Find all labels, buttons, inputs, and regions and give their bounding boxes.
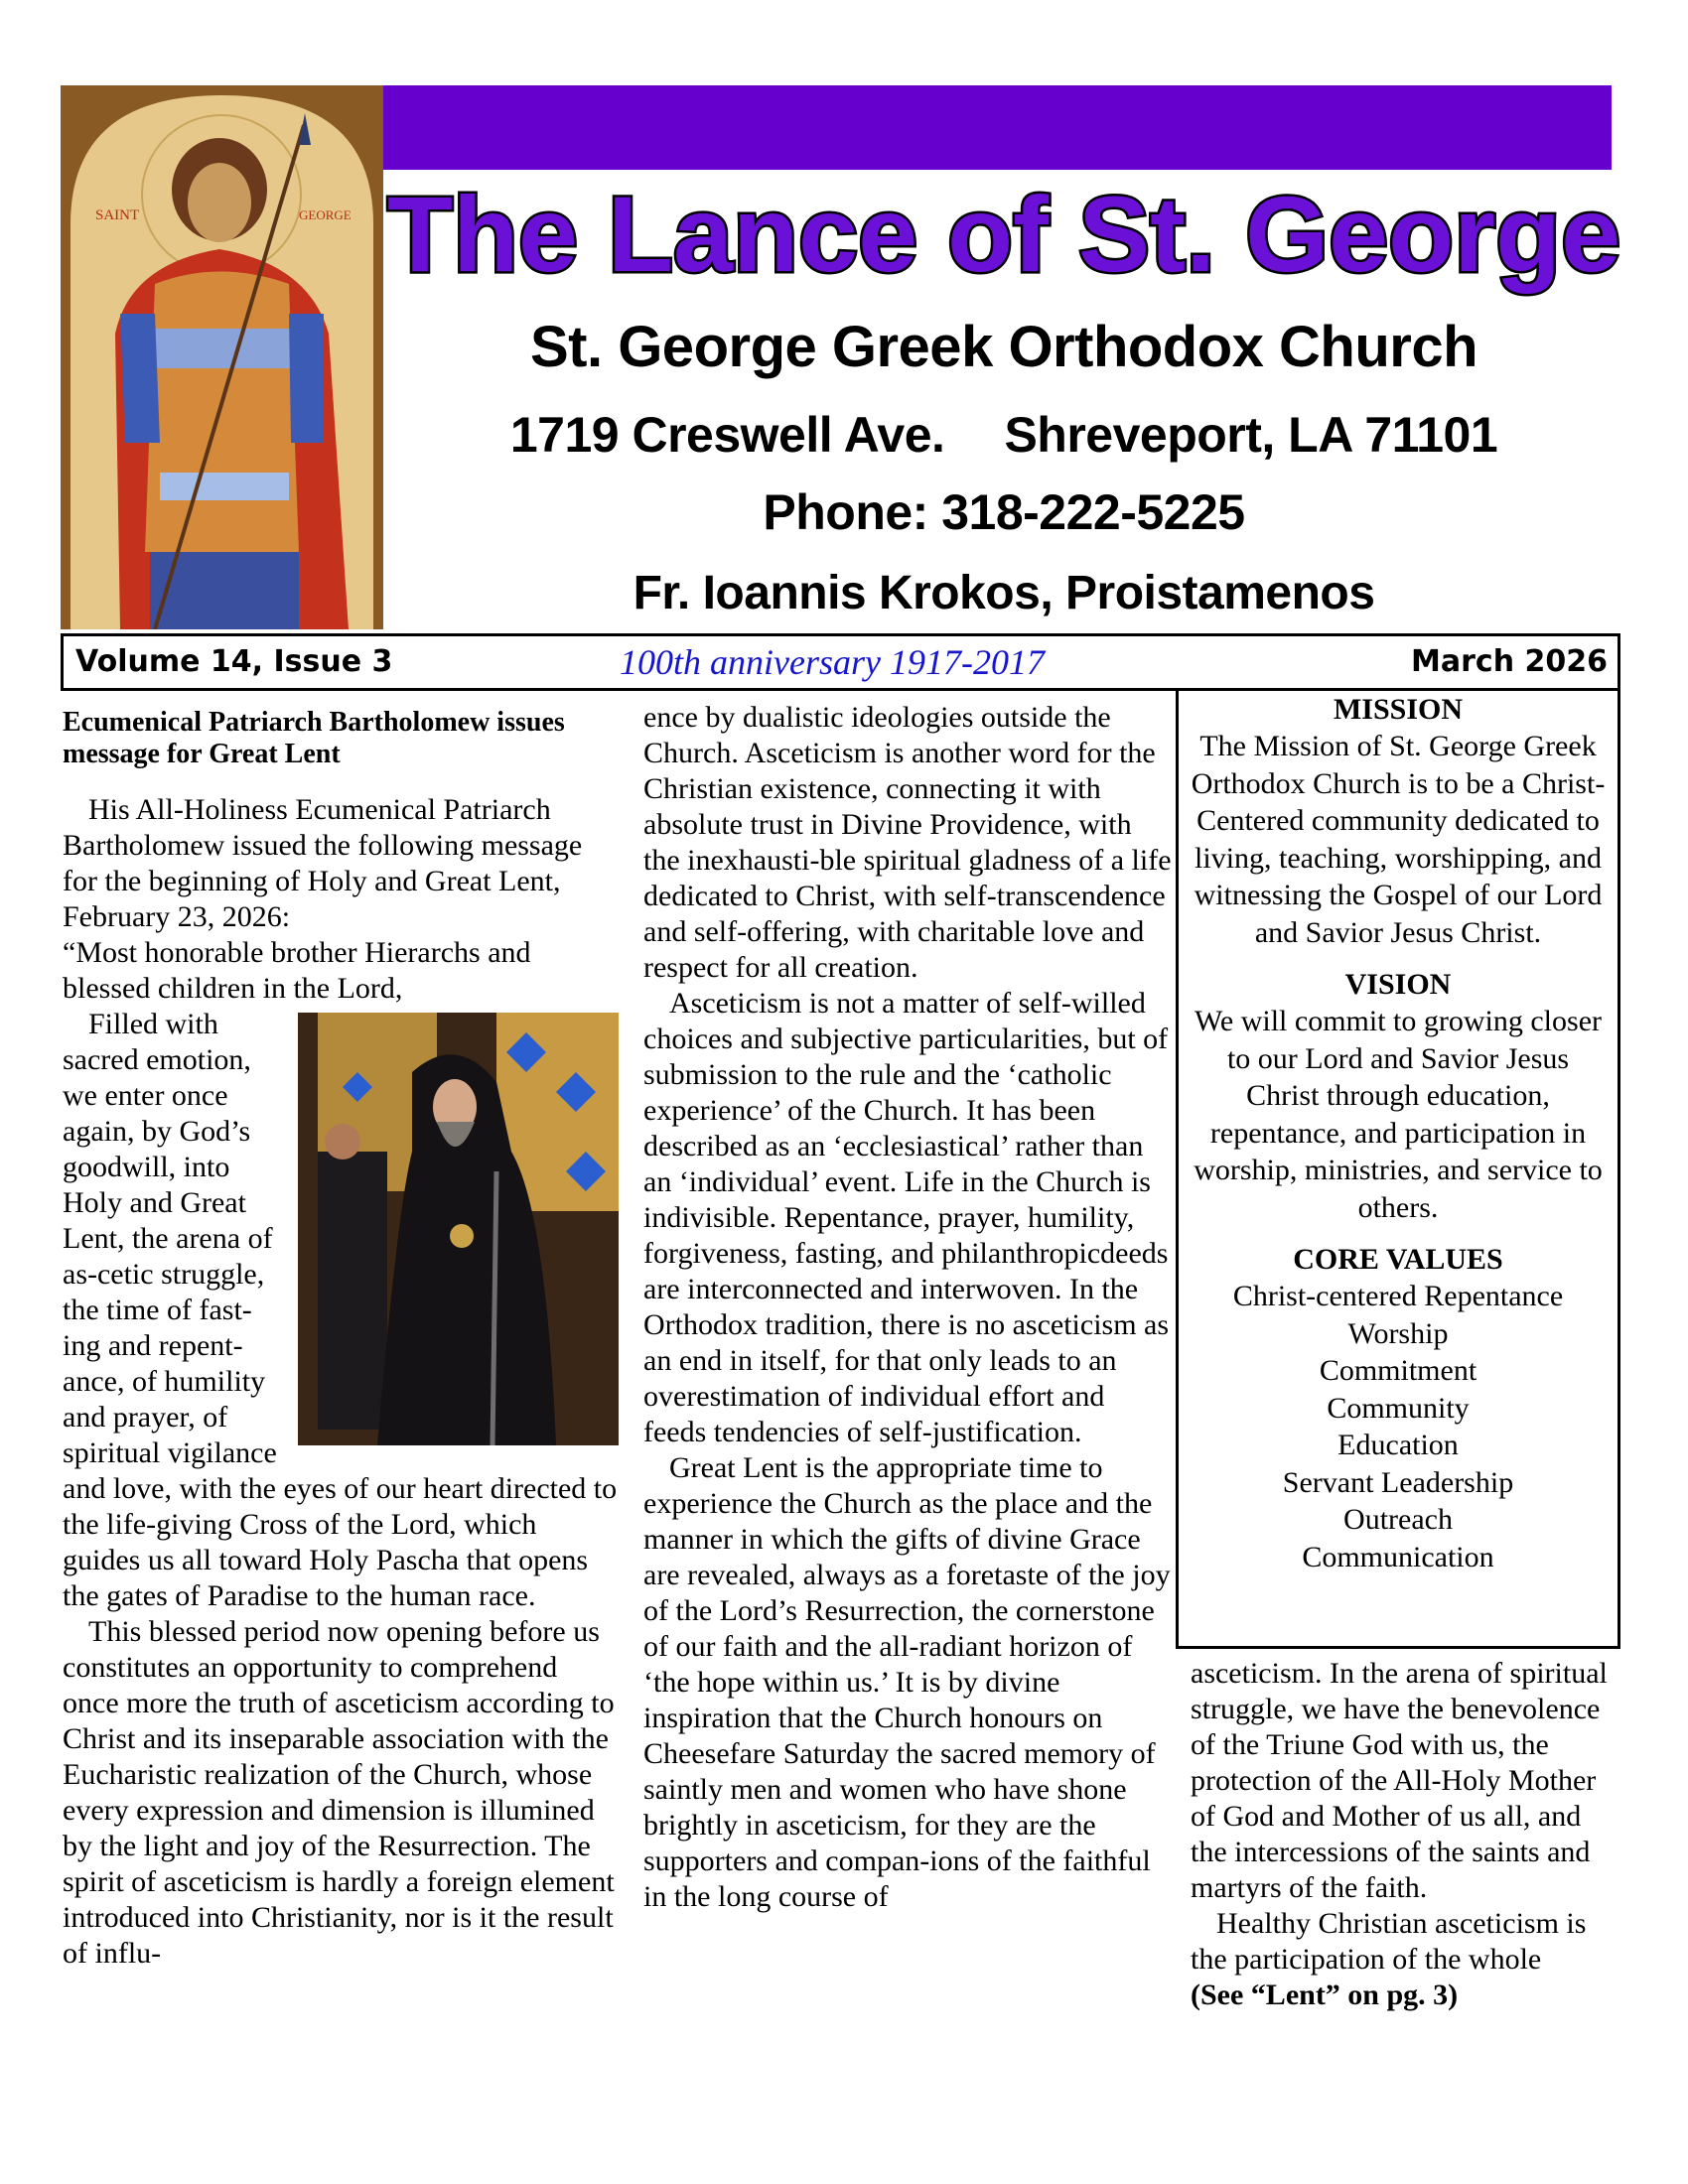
article-paragraph: This blessed period now opening before us constitutes an opportunity to comprehend once more the truth of asceticism according to Christ and its inseparable association with the Eucharistic realization of the Church, whose every expression and dimension is illumined by the light and joy of the Resurrection. The spirit of asceticism is hardly a foreign element introduced into Christianity, nor is it the result of influ- [63,1615,615,1970]
mission-section [1179,692,1618,951]
core-value-item: Commitment [1319,1354,1477,1387]
mission-heading: MISSION [1333,693,1464,726]
anniversary-banner: 100th anniversary 1917-2017 [620,642,1045,682]
church-name: St. George Greek Orthodox Church [529,315,1478,379]
patriarch-photo [298,1013,619,1445]
address-city: Shreveport, LA 71101 [1004,407,1498,463]
article-paragraph: “Most honorable brother Hierarchs and blessed children in the Lord, [63,936,531,1005]
church-address [383,406,1624,464]
issue-date: March 2026 [1411,644,1608,679]
purple-banner [383,85,1612,170]
vision-text: We will commit to growing closer to our Lord and Savior Jesus Christ through education, repentance, and participation in worship, ministries, and service to others. [1194,1005,1603,1224]
st-george-icon-image [61,85,383,629]
newsletter-title: The Lance of St. George [387,174,1621,294]
icon-caption-left: SAINT [95,207,140,223]
article-paragraph: Asceticism is not a matter of self-willed choices and subjective particularities, but of submission to the rule and the ‘catholic experience’ of the Church. It has been described as an ‘ecclesiastical’ rather than an ‘individual’ event. Life in the Church is indivisible. Repentance, prayer, humility, forgiveness, fasting, and philanthropicdeeds are interconnected and interwoven. In the Orthodox tradition, there is no asceticism as an end in itself, for that only leads to an overestimation of individual effort and feeds tendencies of self-justification. [643,987,1170,1448]
core-value-item: Communication [1302,1540,1494,1573]
address-street: 1719 Creswell Ave. [509,407,945,463]
icon-caption-right: GEORGE [299,207,352,222]
core-value-item: Servant Leadership [1282,1465,1514,1499]
core-value-item: Community [1327,1391,1470,1425]
core-value-item: Worship [1347,1316,1449,1350]
volume-issue: Volume 14, Issue 3 [75,644,393,679]
article-paragraph: Filled with sacred emotion, we enter once again, by God’s goodwill, into Holy and Great Lent, the arena of as-cetic struggle, the time of fast-ing and repent-ance, of humility and prayer, of spiritual vigilance and love, with the eyes of our heart directed to the life-giving Cross of the Lord, which guides us all toward Holy Pascha that opens the gates of Paradise to the human race. [63,1008,618,1612]
core-value-item: Outreach [1343,1503,1453,1536]
article-headline: Ecumenical Patriarch Bartholomew issues message for Great Lent [63,707,565,769]
mission-vision-values-box [1176,688,1620,1649]
vision-section [1179,967,1618,1226]
article-paragraph: His All-Holiness Ecumenical Patriarch Bartholomew issued the following message for the beginning of Holy and Great Lent, February 23, 2026: [63,793,583,933]
vision-heading: VISION [1344,968,1452,1001]
article-column-3 [1191,1656,1622,2013]
article-paragraph: ence by dualistic ideologies outside the Church. Asceticism is another word for the Christian existence, connecting it with absolute trust in Divine Providence, with the inexhausti-ble spiritual gladness of a life dedicated to Christ, with self-transcendence and self-offering, with charitable love and respect for all creation. [643,701,1172,984]
mission-text: The Mission of St. George Greek Orthodox Church is to be a Christ-Centered community dedicated to living, teaching, worshipping, and witnessing the Gospel of our Lord and Savior Jesus Christ. [1191,730,1606,949]
issue-info-bar [61,633,1620,691]
article-paragraph: Healthy Christian asceticism is the participation of the whole [1191,1907,1587,1976]
core-value-item: Christ-centered Repentance [1232,1280,1564,1312]
priest-name: Fr. Ioannis Krokos, Proistamenos [633,567,1375,619]
article-paragraph: asceticism. In the arena of spiritual struggle, we have the benevolence of the Triune God with us, the protection of the All-Holy Mother of God and Mother of us all, and the intercessions of the saints and martyrs of the faith. [1191,1657,1608,1904]
core-value-item: Education [1337,1429,1459,1461]
core-values-section [1179,1242,1618,1575]
article-column-2 [643,700,1172,1915]
article-column-1 [63,707,619,1972]
article-paragraph: Great Lent is the appropriate time to experience the Church as the place and the manner in which the gifts of divine Grace are revealed, always as a foretaste of the joy of the Lord’s Resurrection, the cornerstone of our faith and the all-radiant horizon of ‘the hope within us.’ It is by divine inspiration that the Church honours on Cheesefare Saturday the sacred memory of saintly men and women who have shone brightly in asceticism, for they are the supporters and compan-ions of the faithful in the long course of [643,1451,1171,1913]
core-values-heading: CORE VALUES [1293,1243,1503,1276]
continued-link[interactable]: (See “Lent” on pg. 3) [1191,1979,1459,2011]
church-phone: Phone: 318-222-5225 [763,484,1245,540]
